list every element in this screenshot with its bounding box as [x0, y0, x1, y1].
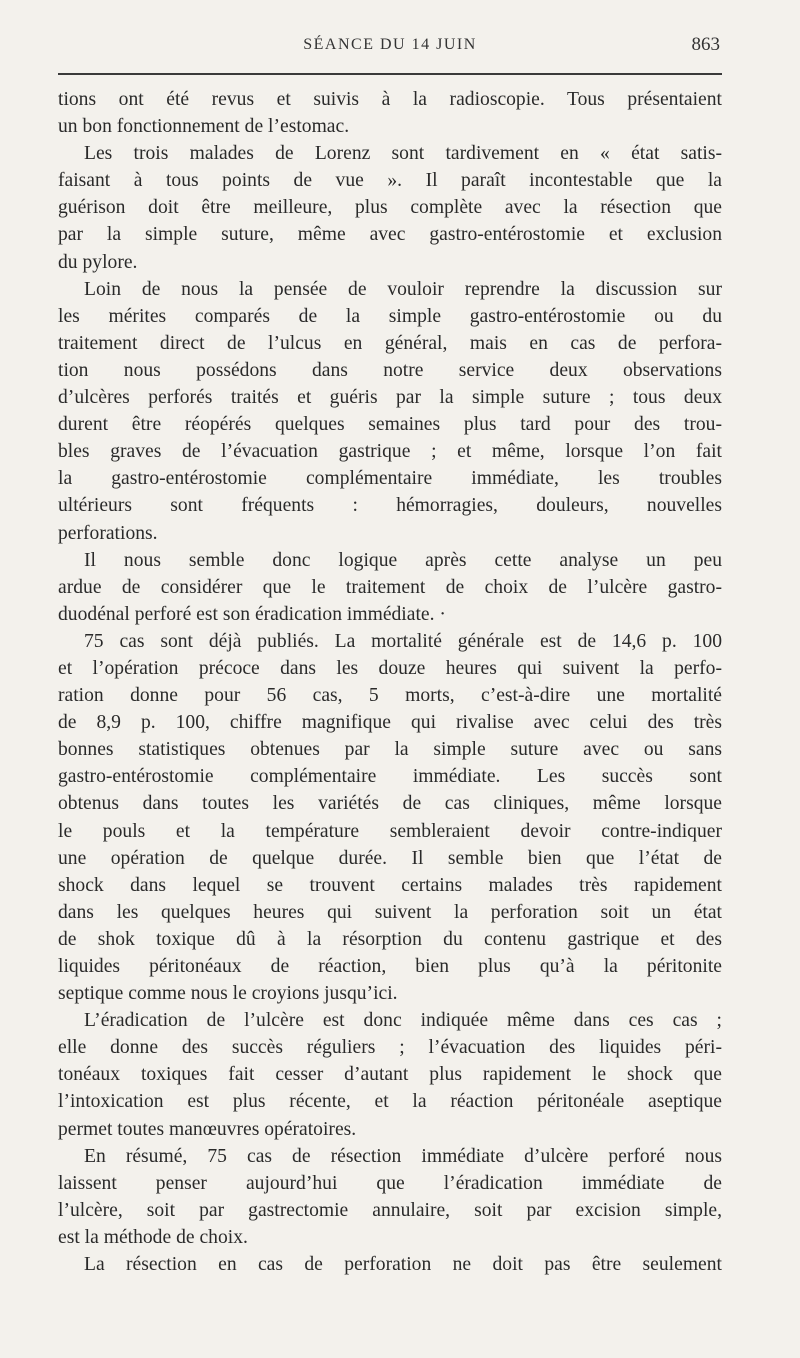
text-line: une opération de quelque durée. Il semble bien que l’état de	[58, 847, 722, 869]
text-line: permet toutes manœuvres opératoires.	[58, 1118, 357, 1140]
text-line: tions ont été revus et suivis à la radioscopie. Tous présentaient	[58, 89, 722, 110]
text-line: est la méthode de choix.	[58, 1226, 248, 1248]
text-line: 75 cas sont déjà publiés. La mortalité générale est de 14,6 p. 100	[84, 630, 722, 652]
text-line: guérison doit être meilleure, plus complète avec la résection que	[58, 197, 722, 219]
text-line: durent être réopérés quelques semaines plus tard pour des trou-	[58, 414, 722, 436]
text-line: liquides péritonéaux de réaction, bien plus qu’à la péritonite	[58, 956, 722, 977]
text-line: de shok toxique dû à la résorption du contenu gastrique et des	[58, 928, 722, 950]
text-line: ultérieurs sont fréquents : hémorragies, douleurs, nouvelles	[58, 495, 722, 517]
page-header	[58, 28, 722, 64]
text-line: bonnes statistiques obtenues par la simple suture avec ou sans	[58, 739, 722, 761]
text-line: shock dans lequel se trouvent certains malades très rapidement	[58, 874, 722, 896]
text-line: En résumé, 75 cas de résection immédiate d’ulcère perforé nous	[84, 1145, 722, 1167]
text-line: L’éradication de l’ulcère est donc indiquée même dans ces cas ;	[84, 1010, 722, 1032]
text-line: le pouls et la température sembleraient devoir contre-indiquer	[58, 820, 722, 842]
text-line: l’intoxication est plus récente, et la réaction péritonéale aseptique	[58, 1091, 722, 1113]
text-line: laissent penser aujourd’hui que l’éradication immédiate de	[58, 1172, 722, 1194]
text-line: un bon fonctionnement de l’estomac.	[58, 116, 350, 138]
running-head: SÉANCE DU 14 JUIN	[303, 36, 477, 53]
text-line: tonéaux toxiques fait cesser d’autant plus rapidement le shock que	[58, 1064, 722, 1086]
text-line: ration donne pour 56 cas, 5 morts, c’est-à-dire une mortalité	[58, 685, 722, 707]
text-line: ardue de considérer que le traitement de choix de l’ulcère gastro-	[58, 576, 722, 598]
text-line: duodénal perforé est son éradication immédiate. ·	[58, 603, 446, 625]
text-line: tion nous possédons dans notre service deux observations	[58, 359, 722, 381]
text-line: perforations.	[58, 522, 158, 544]
text-line: de 8,9 p. 100, chiffre magnifique qui rivalise avec celui des très	[58, 712, 722, 734]
text-line: faisant à tous points de vue ». Il paraît incontestable que la	[58, 170, 722, 192]
text-line: Les trois malades de Lorenz sont tardivement en « état satis-	[84, 143, 722, 165]
text-line: obtenus dans toutes les variétés de cas cliniques, même lorsque	[58, 793, 722, 815]
text-line: traitement direct de l’ulcus en général, mais en cas de perfora-	[58, 332, 722, 354]
text-line: Loin de nous la pensée de vouloir reprendre la discussion sur	[84, 278, 722, 300]
text-line: la gastro-entérostomie complémentaire immédiate, les troubles	[58, 468, 722, 490]
text-line: gastro-entérostomie complémentaire immédiate. Les succès sont	[58, 766, 722, 788]
text-line: les mérites comparés de la simple gastro-entérostomie ou du	[58, 305, 722, 327]
text-line: par la simple suture, même avec gastro-entérostomie et exclusion	[58, 224, 722, 246]
text-line: elle donne des succès réguliers ; l’évacuation des liquides péri-	[58, 1037, 722, 1059]
text-line: dans les quelques heures qui suivent la perforation soit un état	[58, 901, 722, 923]
text-line: La résection en cas de perforation ne doit pas être seulement	[84, 1254, 722, 1276]
text-line: du pylore.	[58, 251, 138, 273]
text-line: Il nous semble donc logique après cette analyse un peu	[84, 549, 722, 571]
text-line: septique comme nous le croyions jusqu’ici.	[58, 983, 398, 1005]
text-line: l’ulcère, soit par gastrectomie annulaire, soit par excision simple,	[58, 1199, 722, 1221]
text-line: bles graves de l’évacuation gastrique ; et même, lorsque l’on fait	[58, 441, 722, 463]
page-number: 863	[691, 34, 720, 55]
text-line: et l’opération précoce dans les douze heures qui suivent la perfo-	[58, 657, 722, 679]
text-line: d’ulcères perforés traités et guéris par la simple suture ; tous deux	[58, 387, 722, 409]
body-text	[58, 86, 722, 1278]
header-rule	[58, 73, 722, 75]
